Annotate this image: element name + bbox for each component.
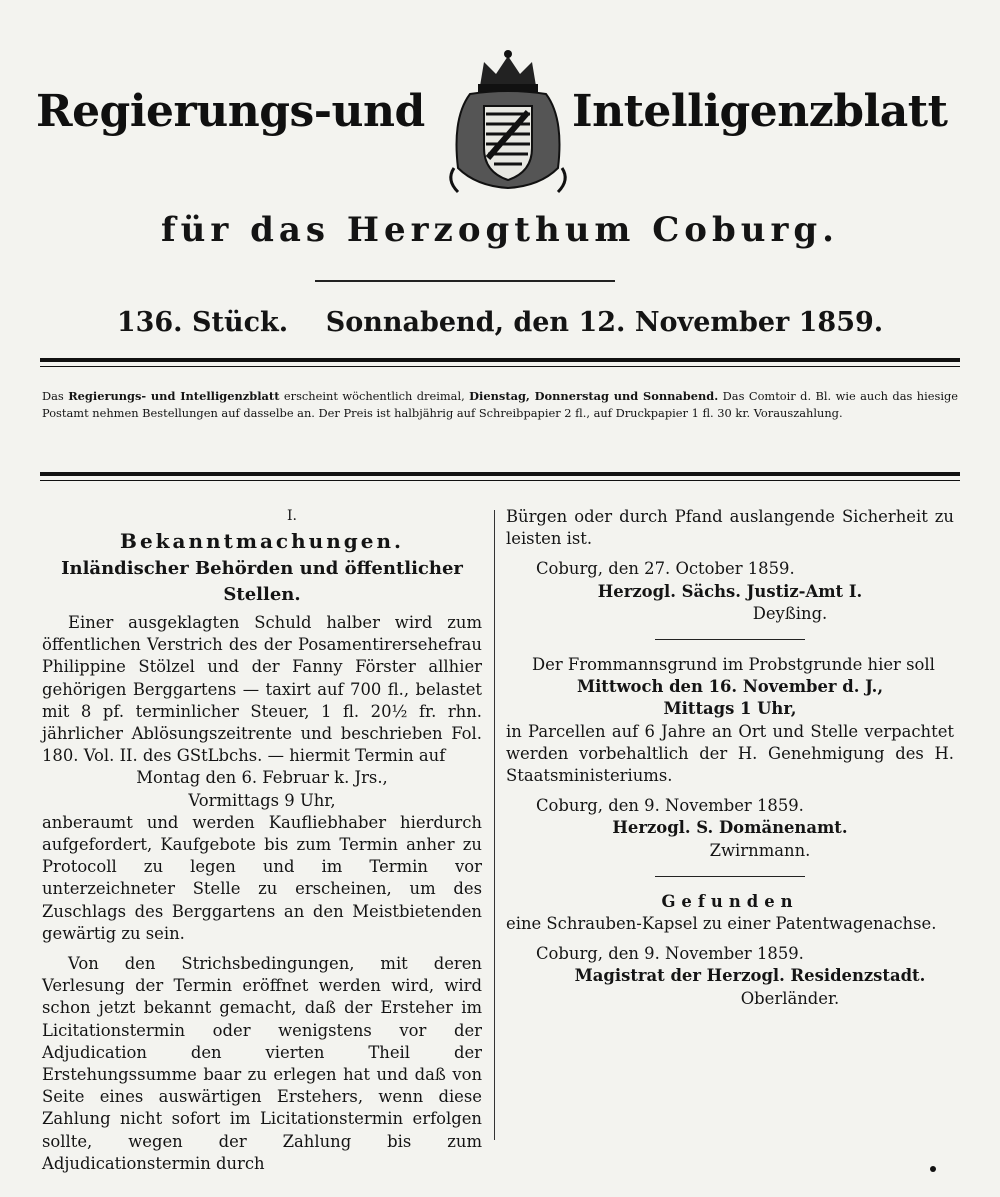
lease-date: Mittwoch den 16. November d. J., — [576, 677, 884, 697]
separator-2 — [655, 876, 805, 877]
coat-of-arms-icon — [440, 48, 576, 198]
left-column — [42, 506, 482, 1175]
issue-line — [60, 306, 940, 340]
lease-paragraph-2: in Parcellen auf 6 Jahre an Ort und Stelle verpachtet werden vorbehaltlich der H. Genehmigung des H. Staatsministeriums. — [506, 721, 954, 786]
notice-3-office: Magistrat der Herzogl. Residenzstadt. — [574, 966, 926, 986]
header-rule-thick — [40, 358, 960, 362]
auction-paragraph-2: anberaumt und werden Kaufliebhaber hierdurch aufgefordert, Kaufgebote bis zum Termin anher zu Protocoll zu legen und im Termin vor unterzeichneter Stelle zu erscheinen, um des Zuschlags des Berggartens an den Meistbietenden gewärtig zu sein. — [42, 812, 482, 943]
right-column — [506, 506, 954, 1010]
short-rule — [315, 280, 615, 282]
notice-3-date: Coburg, den 9. November 1859. — [536, 944, 804, 964]
notice-1-signature: Deyßing. — [752, 603, 828, 623]
masthead-subtitle: für das Herzogthum Coburg. — [160, 210, 840, 250]
masthead-title-right: Intelligenzblatt — [572, 86, 948, 137]
section-subtitle: Inländischer Behörden und öffentlicher Stellen. — [61, 558, 463, 605]
notice-2-date: Coburg, den 9. November 1859. — [536, 796, 804, 816]
notice-3-signature: Oberländer. — [740, 988, 840, 1008]
column-divider — [494, 510, 495, 1140]
notice-2-signature: Zwirnmann. — [709, 840, 811, 860]
notice-text-2: Das Comtoir d. Bl. wie auch das hiesige Postamt nehmen Bestellungen auf dasselbe an. Der Preis ist halbjährig auf Schreibpapier 2 fl., auf Druckpapier 1 fl. 30 kr. Vorauszahlung. — [42, 389, 959, 420]
notice-rule-thick — [40, 472, 960, 476]
masthead-title-left: Regierungs-und — [36, 86, 425, 137]
issue-number: 136. Stück. — [116, 307, 289, 338]
auction-paragraph-1: Einer ausgeklagten Schuld halber wird zum öffentlichen Verstrich des der Posamentirersehefrau Philippine Stölzel und der Fanny Förster allhier gehörigen Berggartens — taxirt auf 700 fl., belastet mit 8 pf. terminlicher Steuer, 1 fl. 20½ fr. rhn. jährlicher Ablösungszeitrente und beschrieben Fol. 180. Vol. II. des GStLbchs. — hiermit Termin auf — [42, 613, 482, 766]
found-paragraph: eine Schrauben-Kapsel zu einer Patentwagenachse. — [506, 914, 937, 934]
notice-rule-thin — [40, 480, 960, 481]
ink-dot — [930, 1166, 936, 1172]
auction-time: Vormittags 9 Uhr, — [188, 790, 336, 810]
separator-1 — [655, 639, 805, 640]
subscription-notice: Das Regierungs- und Intelligenzblatt erscheint wöchentlich dreimal, Dienstag, Donnerstag und Sonnabend. Das Comtoir d. Bl. wie auch das hiesige Postamt nehmen Bestellungen auf dasselbe an. Der Preis ist halbjährig auf Schreibpapier 2 fl., auf Druckpapier 1 fl. 30 kr. Vorauszahlung. — [42, 389, 959, 420]
lease-paragraph-1: Der Frommannsgrund im Probstgrunde hier soll — [532, 655, 935, 675]
lease-time: Mittags 1 Uhr, — [663, 699, 797, 719]
auction-date: Montag den 6. Februar k. Jrs., — [136, 768, 388, 788]
notice-1-office: Herzogl. Sächs. Justiz-Amt I. — [597, 581, 863, 601]
header-rule-thin — [40, 366, 960, 367]
notice-text-1: erscheint wöchentlich dreimal, — [279, 389, 470, 403]
section-number: I. — [287, 508, 297, 524]
notice-days: Dienstag, Donnerstag und Sonnabend. — [469, 389, 719, 403]
notice-2-office: Herzogl. S. Domänenamt. — [612, 818, 848, 838]
found-title: Gefunden — [661, 891, 799, 911]
auction-paragraph-3: Von den Strichsbedingungen, mit deren Verlesung der Termin eröffnet werden wird, wird schon jetzt bekannt gemacht, daß der Ersteher im Licitationstermin oder wenigstens vor der Adjudication den vierten Theil der Erstehungssumme baar zu erlegen hat und daß von Seite eines auswärtigen Erstehers, wenn diese Zahlung nicht sofort im Licitationstermin erfolgen sollte, wegen der Zahlung bis zum Adjudicationstermin durch — [42, 954, 482, 1173]
continuation-paragraph: Bürgen oder durch Pfand auslangende Sicherheit zu leisten ist. — [506, 507, 954, 549]
notice-1-date: Coburg, den 27. October 1859. — [536, 559, 795, 579]
notice-paper-name: Regierungs- und Intelligenzblatt — [68, 389, 280, 403]
section-title: Bekanntmachungen. — [120, 529, 404, 553]
issue-date: Sonnabend, den 12. November 1859. — [325, 307, 884, 338]
